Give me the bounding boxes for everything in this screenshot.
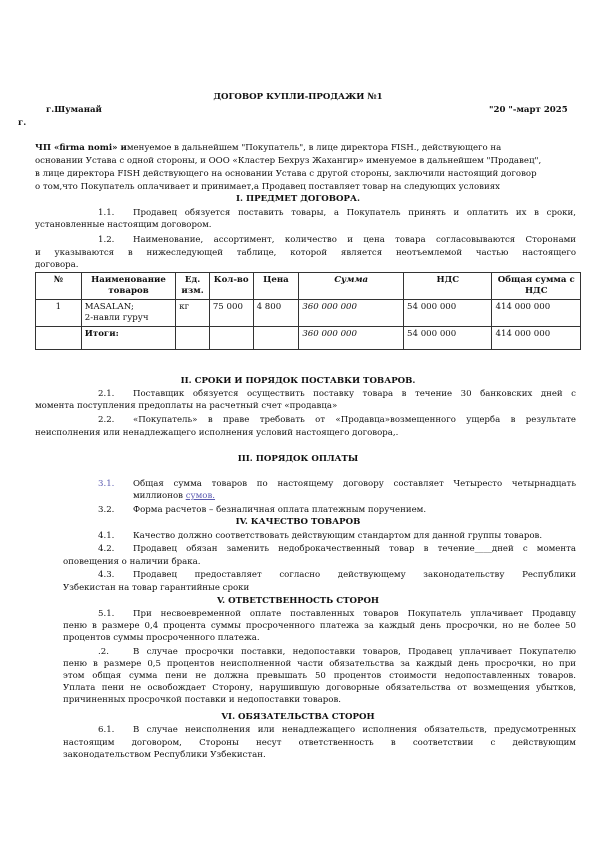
- clause-number: 6.1.: [98, 725, 115, 735]
- cell-unit: кг: [176, 300, 210, 327]
- clause-4-2-text-cont: оповещения о наличии брака.: [63, 557, 201, 567]
- clause-number: 3.1.: [98, 479, 115, 489]
- cell-name: MASALAN; 2-навли гуруч: [81, 300, 176, 327]
- clause-number: 1.2.: [98, 235, 115, 245]
- header-cell: Общая сумма с НДС: [492, 273, 581, 300]
- clause-2-1-text-cont: момента поступления предоплаты на расчетный счет «продавца»: [35, 401, 338, 411]
- clause-1-2-text-cont: и указываются в нижеследующей таблице, которой является неотъемлемой частью настоящего: [35, 248, 576, 258]
- header-cell: Кол-во: [209, 273, 253, 300]
- section-6-title: VI. ОБЯЗАТЕЛЬСТВА СТОРОН: [221, 712, 375, 722]
- section-3-title: III. ПОРЯДОК ОПЛАТЫ: [237, 454, 359, 464]
- section-4-title: IV. КАЧЕСТВО ТОВАРОВ: [235, 517, 361, 527]
- buyer-name: ЧП «firma nomi» и: [35, 143, 127, 153]
- contract-city: г.Шуманай: [46, 105, 102, 115]
- cell-price: 4 800: [253, 300, 299, 327]
- clause-number: 2.1.: [98, 389, 115, 399]
- clause-5-2-text-c: этом общая сумма пени не должна превышать 50 процентов стоимости недопоставленных товаров.: [63, 671, 576, 681]
- clause-number: .2.: [98, 647, 109, 657]
- totals-sum: 360 000 000: [299, 327, 404, 350]
- cell-vat: 54 000 000: [404, 300, 492, 327]
- totals-vat: 54 000 000: [404, 327, 492, 350]
- clause-number: 4.1.: [98, 531, 115, 541]
- document-title: ДОГОВОР КУПЛИ-ПРОДАЖИ №1: [213, 92, 383, 102]
- intro-line-2: основании Устава с одной стороны, и ООО «Кластер Бехруз Жахангир» именуемое в дальнейшем "Продавец",: [35, 156, 542, 166]
- cell-total: 414 000 000: [492, 300, 581, 327]
- clause-2-2-text: «Покупатель» в праве требовать от «Продавца»возмещенного ущерба в результате: [133, 415, 576, 425]
- clause-5-1-text-cont: пеню в размере 0,4 процента суммы просроченного платежа за каждый день просрочки, но не более 50: [63, 621, 576, 631]
- intro-line-4: о том,что Покупатель оплачивает и принимает,а Продавец поставляет товар на следующих условиях: [35, 182, 500, 192]
- cell-sum: 360 000 000: [299, 300, 404, 327]
- section-1-title: I. ПРЕДМЕТ ДОГОВОРА.: [236, 194, 360, 204]
- clause-number: 3.2.: [98, 505, 115, 515]
- section-2-title: II. СРОКИ И ПОРЯДОК ПОСТАВКИ ТОВАРОВ.: [180, 376, 416, 386]
- totals-total: 414 000 000: [492, 327, 581, 350]
- clause-5-2-text-d: Уплата пени не освобождает Сторону, нарушившую договорные обязательства от возмещения убытков,: [63, 683, 576, 693]
- clause-5-2-text: В случае просрочки поставки, недопоставки товаров, Продавец уплачивает Покупателю: [133, 647, 576, 657]
- clause-number: 4.3.: [98, 570, 115, 580]
- header-cell: Сумма: [299, 273, 404, 300]
- header-cell: НДС: [404, 273, 492, 300]
- header-cell: Ед. изм.: [176, 273, 210, 300]
- clause-3-2-text: Форма расчетов – безналичная оплата платежным поручением.: [133, 505, 427, 515]
- clause-3-1-text: Общая сумма товаров по настоящему договору составляет Четыресто четырнадцать: [133, 479, 576, 489]
- cell-num: 1: [36, 300, 82, 327]
- clause-number: 4.2.: [98, 544, 115, 554]
- clause-2-1-text: Поставщик обязуется осуществить поставку товара в течение 30 банковских дней с: [133, 389, 576, 399]
- intro-line-1: ЧП «firma nomi» именуемое в дальнейшем "Покупатель", в лице директора FISH., действующего на: [35, 143, 502, 153]
- clause-3-1-text-cont: миллионов сумов.: [133, 491, 216, 501]
- clause-1-1-text-cont: установленные настоящим договором.: [35, 220, 212, 230]
- clause-5-2-text-e: причиненных просрочкой поставки и недопоставки товаров.: [63, 695, 342, 705]
- clause-6-1-text: В случае неисполнения или ненадлежащего исполнения обязательств, предусмотренных: [133, 725, 576, 735]
- clause-1-2-text-end: договора.: [35, 260, 79, 270]
- table-header-row: [36, 273, 581, 300]
- clause-number: 5.1.: [98, 609, 115, 619]
- intro-line-3: в лице директора FISH действующего на основании Устава с другой стороны, заключили настоящий договор: [35, 169, 537, 179]
- clause-1-1-text: Продавец обязуется поставить товары, а Покупатель принять и оплатить их в сроки,: [133, 208, 576, 218]
- clause-4-1-text: Качество должно соответствовать действующим стандартом для данной группы товаров.: [133, 531, 543, 541]
- goods-table: [35, 272, 581, 350]
- clause-4-2-text: Продавец обязан заменить недоброкачественный товар в течение____дней с момента: [133, 544, 576, 554]
- clause-4-3-text: Продавец предоставляет согласно действующему законодательству Республики: [133, 570, 576, 580]
- table-row: [36, 300, 581, 327]
- cell-qty: 75 000: [209, 300, 253, 327]
- clause-number: 1.1.: [98, 208, 115, 218]
- section-5-title: V. ОТВЕТСТВЕННОСТЬ СТОРОН: [216, 596, 380, 606]
- clause-number: 2.2.: [98, 415, 115, 425]
- clause-5-2-text-b: пеню в размере 0,5 процентов неисполненной части обязательства за каждый день просрочки, но при: [63, 659, 576, 669]
- header-cell: №: [36, 273, 82, 300]
- city-suffix: г.: [18, 118, 27, 128]
- clause-4-3-text-cont: Узбекистан на товар гарантийные сроки: [63, 583, 250, 593]
- totals-label: Итоги:: [81, 327, 176, 350]
- clause-5-1-text: При несвоевременной оплате поставленных товаров Покупатель уплачивает Продавцу: [133, 609, 576, 619]
- clause-5-1-text-end: процентов суммы просроченного платежа.: [63, 633, 260, 643]
- contract-date: "20 "-март 2025: [489, 105, 568, 115]
- header-cell: Цена: [253, 273, 299, 300]
- clause-2-2-text-cont: неисполнения или ненадлежащего исполнения условий настоящего договора,.: [35, 428, 399, 438]
- clause-6-1-text-end: законодательством Республики Узбекистан.: [63, 750, 266, 760]
- currency-word: сумов.: [185, 491, 216, 501]
- header-cell: Наименование товаров: [81, 273, 176, 300]
- table-totals-row: [36, 327, 581, 350]
- clause-6-1-text-cont: настоящим договором, Стороны несут ответственность в соответствии с действующим: [63, 738, 576, 748]
- clause-1-2-text: Наименование, ассортимент, количество и цена товара согласовываются Сторонами: [133, 235, 576, 245]
